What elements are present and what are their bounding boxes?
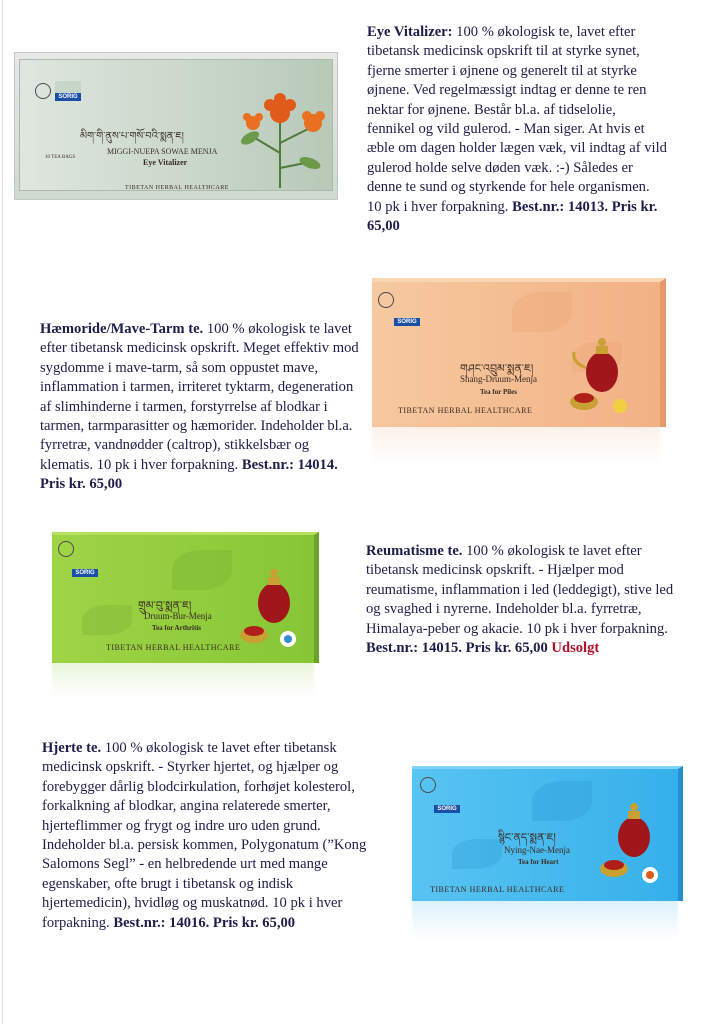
product-description: 100 % økologisk te lavet efter tibetansk medicinsk opskrift. - Styrker hjertet, og hjælper og forebygger dårlig blodcirkulation, forhøjet kolesterol, forkalkning af blodkar, angina relaterede smerter, hjerteflimmer og frygt og indre uro uden grund. Indeholder bl.a. persisk kommen, Polygonatum (”Kong Salomons Segl” - en helbredende urt med mange egenskaber, ofte brugt i tibetansk og indisk hjertemedicin), hvidløg og muskatnød. 10 pk i hver forpakning. [42,740,367,931]
haemoride-package-reflection [372,424,660,464]
eye-vitalizer-text [367,23,667,236]
package-brand: TIBETAN HERBAL HEALTHCARE [430,885,565,894]
package-brand: TIBETAN HERBAL HEALTHCARE [125,185,229,191]
package-product-name: Druum-Bur-Menja [144,611,212,621]
emblem-icon [35,83,51,99]
product-description: 100 % økologisk te lavet efter tibetansk medicinsk opskrift. - Hjælper mod reumatisme, inflammation i led (leddegigt), stive led og svaghed i nyrerne. Indeholder bl.a. fyrretræ, Himalaya-peber og akacie. 10 pk i hver forpakning. [366,543,674,637]
product-order-info: Best.nr.: 14015. Pris kr. 65,00 [366,640,548,657]
package-tibetan-script: མིག་གི་ནུས་པ་གསོ་བའི་སྨན་ཇ། [80,131,184,142]
teapot-illustration [592,793,672,893]
safflower-illustration [225,83,335,193]
package-tibetan-script: གྲུམ་བུ་སྨན་ཇ། [138,599,192,612]
package-brand: TIBETAN HERBAL HEALTHCARE [398,406,533,415]
sorig-logo-icon: SORIG [72,557,98,577]
product-order-info: Best.nr.: 14016. Pris kr. 65,00 [113,914,296,931]
page-edge [2,0,3,1024]
product-title: Hjerte te. [42,740,102,756]
package-brand: TIBETAN HERBAL HEALTHCARE [106,643,241,652]
package-product-name: Nying-Nae-Menja [504,845,570,855]
sold-out-label: Udsolgt [551,640,600,657]
package-tibetan-script: སྙིང་ནད་སྨན་ཇ། [498,831,556,844]
product-title: Eye Vitalizer: [367,24,453,40]
product-order-info: Best.nr.: 14014. Pris kr. 65,00 [40,456,338,493]
emblem-icon [420,777,436,793]
hjerte-text [42,739,375,933]
reumatisme-package-image [52,532,319,663]
package-subtitle: Tea for Heart [518,858,559,866]
product-title: Reumatisme te. [366,543,463,559]
hjerte-package-image [412,766,683,901]
package-product-name: Shang-Druum-Menja [460,374,537,384]
teapot-illustration [562,322,642,422]
reumatisme-package-reflection [52,661,314,697]
product-description: 100 % økologisk te, lavet efter tibetansk medicinsk opskrift til at styrke synet, fjerne smerter i øjnene og generelt til at styrke øjnene. Ved regelmæssigt indtag er denne te ren nektar for øjnene. Består bl.a. af tidselolie, fennikel og vild gulerod. - Man siger. At hvis et æble om dagen holder lægen væk, vil indtag af vild gulerod holde selve døden væk. :-) Således er denne te sund og styrkende for hele organismen. 10 pk i hver forpakning. [367,24,667,215]
package-subtitle: Tea for Arthritis [152,624,201,632]
package-tibetan-script: གཤང་འབྲུམ་སྨན་ཇ། [460,362,534,375]
reumatisme-text [366,542,691,658]
package-product-name: MIGGI-NUEPA SOWAE MENJA [107,147,218,156]
teapot-illustration [232,559,312,659]
sorig-logo-icon: SORIG [434,793,460,813]
product-title: Hæmoride/Mave-Tarm te. [40,321,204,337]
package-subtitle: Tea for Piles [480,388,517,396]
haemoride-text [40,320,365,495]
product-order-info: Best.nr.: 14013. Pris kr. 65,00 [367,198,658,235]
hjerte-package-reflection [412,899,678,939]
emblem-icon [58,541,74,557]
sorig-logo-icon: SORIG [394,306,420,326]
eye-vitalizer-package-image [14,52,338,200]
package-subtitle: Eye Vitalizer [143,158,188,167]
emblem-icon [378,292,394,308]
product-description: 100 % økologisk te lavet efter tibetansk medicinsk opskrift. Meget effektiv mod sygdomme i mave-tarm, så som oppustet mave, inflammation i tarmen, irriteret tyktarm, degeneration af slimhinderne i tarmen, forstyrrelse af blodkar i tarmen, tarmparasitter og hæmorider. Indeholder bl.a. fyrretræ, vandnødder (caltrop), stikkelsbær og klematis. 10 pk i hver forpakning. [40,321,359,473]
sorig-logo-icon: SORIG [55,81,81,101]
haemoride-package-image [372,278,666,427]
package-count: 10 TEA BAGS [45,155,76,160]
